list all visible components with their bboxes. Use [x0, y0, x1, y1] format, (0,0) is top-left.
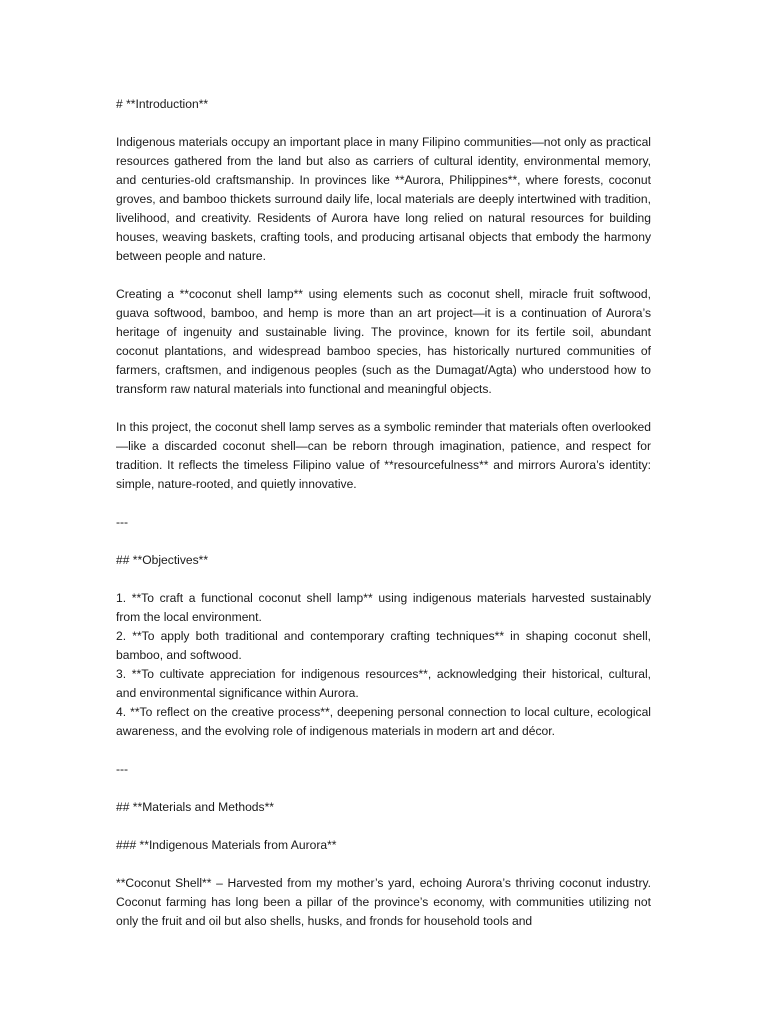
- document-page: [116, 95, 651, 931]
- objective-item-1: 1. **To craft a functional coconut shell lamp** using indigenous materials harvested sustainably from the local environment.: [116, 591, 651, 624]
- materials-methods-heading: ## **Materials and Methods**: [116, 800, 274, 814]
- objective-item-3: 3. **To cultivate appreciation for indigenous resources**, acknowledging their historical, cultural, and environmental significance within Aurora.: [116, 667, 651, 700]
- section-divider: ---: [116, 762, 129, 776]
- introduction-heading: # **Introduction**: [116, 97, 209, 111]
- section-divider: ---: [116, 515, 129, 529]
- intro-paragraph-2: Creating a **coconut shell lamp** using elements such as coconut shell, miracle fruit softwood, guava softwood, bamboo, and hemp is more than an art project—it is a continuation of Aurora’s heritage of ingenuity and sustainable living. The province, known for its fertile soil, abundant coconut plantations, and widespread bamboo species, has historically nurtured communities of farmers, craftsmen, and indigenous peoples (such as the Dumagat/Agta) who understood how to transform raw natural materials into functional and meaningful objects.: [116, 287, 651, 396]
- objectives-heading: ## **Objectives**: [116, 553, 209, 567]
- intro-paragraph-1: Indigenous materials occupy an important place in many Filipino communities—not only as practical resources gathered from the land but also as carriers of cultural identity, environmental memory, and centuries-old craftsmanship. In provinces like **Aurora, Philippines**, where forests, coconut groves, and bamboo thickets surround daily life, local materials are deeply intertwined with tradition, livelihood, and creativity. Residents of Aurora have long relied on natural resources for building houses, weaving baskets, crafting tools, and producing artisanal objects that embody the harmony between people and nature.: [116, 135, 651, 263]
- coconut-shell-paragraph: **Coconut Shell** – Harvested from my mother’s yard, echoing Aurora’s thriving coconut industry. Coconut farming has long been a pillar of the province’s economy, with communities utilizing not only the fruit and oil but also shells, husks, and fronds for household tools and: [116, 876, 651, 928]
- indigenous-materials-subheading: ### **Indigenous Materials from Aurora**: [116, 838, 337, 852]
- intro-paragraph-3: In this project, the coconut shell lamp serves as a symbolic reminder that materials often overlooked—like a discarded coconut shell—can be reborn through imagination, patience, and respect for tradition. It reflects the timeless Filipino value of **resourcefulness** and mirrors Aurora’s identity: simple, nature-rooted, and quietly innovative.: [116, 420, 651, 491]
- objective-item-2: 2. **To apply both traditional and contemporary crafting techniques** in shaping coconut shell, bamboo, and softwood.: [116, 629, 651, 662]
- objective-item-4: 4. **To reflect on the creative process**, deepening personal connection to local culture, ecological awareness, and the evolving role of indigenous materials in modern art and décor.: [116, 705, 651, 738]
